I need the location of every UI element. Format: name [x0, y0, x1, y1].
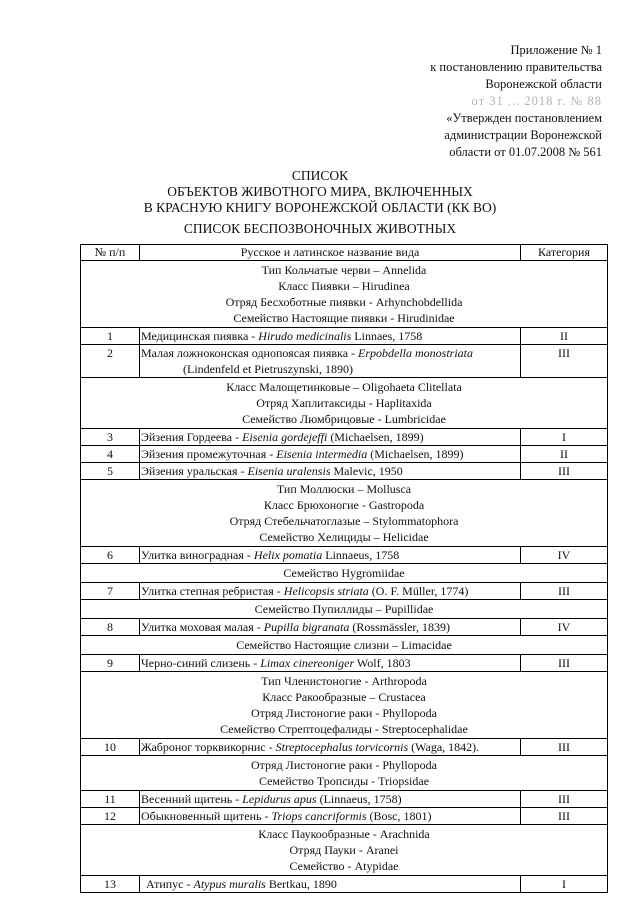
taxon-cell [81, 636, 608, 655]
species-row [81, 547, 608, 564]
taxon-line: Тип Членистоногие - Arthropoda [261, 674, 427, 688]
taxon-line: Класс Пиявки – Hirudinea [278, 279, 410, 293]
species-number: 12 [81, 808, 140, 825]
taxon-line: Семейство Настоящие слизни – Limacidae [236, 638, 452, 652]
approved-line: администрации Воронежской [444, 128, 602, 142]
species-latin-name: Lepidurus apus [242, 792, 317, 806]
species-author: Linnaeus, 1758 [322, 548, 400, 562]
species-russian-name: Малая ложноконская однопоясая пиявка - [141, 346, 359, 360]
species-author: Malevic, 1950 [330, 464, 403, 478]
species-category: I [521, 876, 608, 893]
taxon-cell [81, 672, 608, 739]
species-name-cell [140, 583, 521, 600]
taxon-row [81, 564, 608, 583]
appendix-line: к постановлению правительства [430, 60, 602, 74]
species-number: 9 [81, 655, 140, 672]
species-row [81, 808, 608, 825]
species-row [81, 655, 608, 672]
taxon-row [81, 378, 608, 429]
species-author: (Michaelsen, 1899) [367, 447, 464, 461]
taxon-line: Семейство - Atypidae [289, 859, 399, 873]
taxon-row [81, 672, 608, 739]
document-title [0, 168, 640, 216]
taxon-line: Отряд Листоногие раки - Phyllopoda [251, 706, 437, 720]
taxon-line: Тип Кольчатые черви – Annelida [261, 263, 427, 277]
taxon-cell [81, 600, 608, 619]
species-author: Wolf, 1803 [354, 656, 411, 670]
taxon-row [81, 825, 608, 876]
species-russian-name: Эйзения уральская - [141, 464, 248, 478]
taxon-line: Семейство Хелициды – Helicidae [259, 530, 429, 544]
taxon-line: Семейство Настоящие пиявки - Hirudinidae [233, 311, 455, 325]
taxon-line: Отряд Стебельчатоглазые – Stylommatophora [229, 514, 459, 528]
species-category: III [521, 655, 608, 672]
species-category: I [521, 429, 608, 446]
species-number: 13 [81, 876, 140, 893]
species-category: II [521, 446, 608, 463]
document-subtitle: СПИСОК БЕСПОЗВОНОЧНЫХ ЖИВОТНЫХ [183, 221, 457, 236]
species-author: (Bosc, 1801) [366, 809, 432, 823]
species-row [81, 739, 608, 756]
species-name-cell [140, 739, 521, 756]
species-latin-name: Atypus muralis [193, 877, 266, 891]
species-russian-name: Обыкновенный щитень - [141, 809, 272, 823]
species-author: (Michaelsen, 1899) [327, 430, 424, 444]
taxon-line: Отряд Пауки - Aranei [289, 843, 399, 857]
taxon-line: Семейство Hygromiidae [283, 566, 405, 580]
species-category: III [521, 808, 608, 825]
taxon-line: Класс Малощетинковые – Oligohaeta Clitellata [226, 380, 462, 394]
species-name-cell [140, 446, 521, 463]
taxon-line: Тип Моллюски – Mollusca [276, 482, 412, 496]
species-row [81, 463, 608, 480]
species-row [81, 429, 608, 446]
species-russian-name: Медицинская пиявка - [141, 329, 259, 343]
title-line: СПИСОК [291, 168, 349, 183]
appendix-line: Воронежской области [485, 77, 602, 91]
taxon-cell [81, 378, 608, 429]
species-name-cell [140, 808, 521, 825]
species-latin-name: Eisenia intermedia [276, 447, 368, 461]
species-russian-name: Жаброног торквикорнис - [141, 740, 276, 754]
taxon-line: Класс Брюхоногие - Gastropoda [263, 498, 425, 512]
species-russian-name: Эйзения промежуточная - [141, 447, 277, 461]
taxon-row [81, 636, 608, 655]
species-category: IV [521, 547, 608, 564]
table-header-row [81, 245, 608, 261]
taxon-line: Отряд Хаплитаксиды - Haplitaxida [256, 396, 432, 410]
species-latin-name: Eisenia gordejeffi [242, 430, 328, 444]
taxon-row [81, 600, 608, 619]
species-name-cell [140, 619, 521, 636]
species-russian-name: Улитка виноградная - [141, 548, 254, 562]
species-name-cell [140, 463, 521, 480]
species-russian-name: Черно-синий слизень - [141, 656, 261, 670]
species-category: III [521, 791, 608, 808]
taxon-line: Класс Паукообразные - Arachnida [258, 827, 430, 841]
species-number: 11 [81, 791, 140, 808]
species-latin-name: Pupilla bigranata [263, 620, 350, 634]
species-author: (Linnaeus, 1758) [316, 792, 402, 806]
species-number: 8 [81, 619, 140, 636]
appendix-line: Приложение № 1 [510, 43, 602, 57]
taxon-line: Отряд Листоногие раки - Phyllopoda [251, 758, 437, 772]
header-num: № п/п [81, 245, 140, 261]
species-russian-name: Атипус - [146, 877, 194, 891]
species-number: 1 [81, 328, 140, 345]
species-number: 4 [81, 446, 140, 463]
taxon-cell [81, 825, 608, 876]
taxon-cell [81, 480, 608, 547]
taxon-row [81, 261, 608, 328]
species-number: 6 [81, 547, 140, 564]
taxon-line: Семейство Люмбрицовые - Lumbricidae [242, 412, 446, 426]
species-table [80, 244, 608, 893]
species-latin-name: Helicopsis striata [283, 584, 369, 598]
species-name-cell [140, 876, 521, 893]
species-latin-name: Erpobdella monostriata [358, 346, 474, 360]
species-author: (O. F. Müller, 1774) [368, 584, 469, 598]
approved-line: «Утвержден постановлением [446, 111, 602, 125]
species-name-cell [140, 547, 521, 564]
taxon-line: Семейство Тропсиды - Triopsidae [258, 774, 430, 788]
species-number: 7 [81, 583, 140, 600]
taxon-cell [81, 564, 608, 583]
species-category: III [521, 463, 608, 480]
taxon-cell [81, 261, 608, 328]
species-author: Linnaes, 1758 [351, 329, 423, 343]
species-author-continued: (Lindenfeld et Pietruszynski, 1890) [183, 362, 353, 376]
title-line: ОБЪЕКТОВ ЖИВОТНОГО МИРА, ВКЛЮЧЕННЫХ [167, 184, 473, 199]
taxon-cell [81, 756, 608, 791]
species-author: (Rossmässler, 1839) [349, 620, 450, 634]
taxon-row [81, 756, 608, 791]
table-body [81, 261, 608, 893]
approved-line: области от 01.07.2008 № 561 [449, 145, 602, 159]
species-row [81, 791, 608, 808]
species-latin-name: Eisenia uralensis [247, 464, 331, 478]
taxon-row [81, 480, 608, 547]
taxon-line: Класс Ракообразные – Crustacea [262, 690, 426, 704]
species-row [81, 583, 608, 600]
species-latin-name: Hirudo medicinalis [258, 329, 352, 343]
species-latin-name: Limax cinereoniger [260, 656, 355, 670]
species-number: 10 [81, 739, 140, 756]
species-category: II [521, 328, 608, 345]
appendix-stamp-line: от 31 ... 2018 г. № 88 [471, 94, 602, 108]
species-row [81, 345, 608, 378]
header-name: Русское и латинское название вида [140, 245, 521, 261]
taxon-line: Семейство Пупиллиды – Pupillidae [254, 602, 434, 616]
species-name-cell [140, 345, 521, 378]
species-russian-name: Улитка степная ребристая - [141, 584, 284, 598]
species-name-cell [140, 328, 521, 345]
appendix-block [430, 42, 602, 161]
species-author: Bertkau, 1890 [265, 877, 337, 891]
species-russian-name: Улитка моховая малая - [141, 620, 264, 634]
taxon-line: Отряд Бесхоботные пиявки - Arhynchobdellida [225, 295, 463, 309]
species-name-cell [140, 655, 521, 672]
species-latin-name: Helix pomatia [253, 548, 323, 562]
species-russian-name: Весенний щитень - [141, 792, 243, 806]
title-line: В КРАСНУЮ КНИГУ ВОРОНЕЖСКОЙ ОБЛАСТИ (КК ВО) [143, 200, 497, 215]
species-category: III [521, 583, 608, 600]
species-number: 2 [81, 345, 140, 378]
species-row [81, 876, 608, 893]
species-category: III [521, 739, 608, 756]
species-category: III [521, 345, 608, 378]
taxon-line: Семейство Стрептоцефалиды - Streptocephalidae [220, 722, 468, 736]
species-latin-name: Triops cancriformis [271, 809, 367, 823]
species-number: 5 [81, 463, 140, 480]
species-category: IV [521, 619, 608, 636]
species-latin-name: Streptocephalus torvicornis [275, 740, 409, 754]
species-name-cell [140, 429, 521, 446]
species-row [81, 619, 608, 636]
species-row [81, 446, 608, 463]
species-number: 3 [81, 429, 140, 446]
species-russian-name: Эйзения Гордеева - [141, 430, 243, 444]
species-row [81, 328, 608, 345]
species-name-cell [140, 791, 521, 808]
header-category: Категория [521, 245, 608, 261]
species-author: (Waga, 1842). [408, 740, 480, 754]
